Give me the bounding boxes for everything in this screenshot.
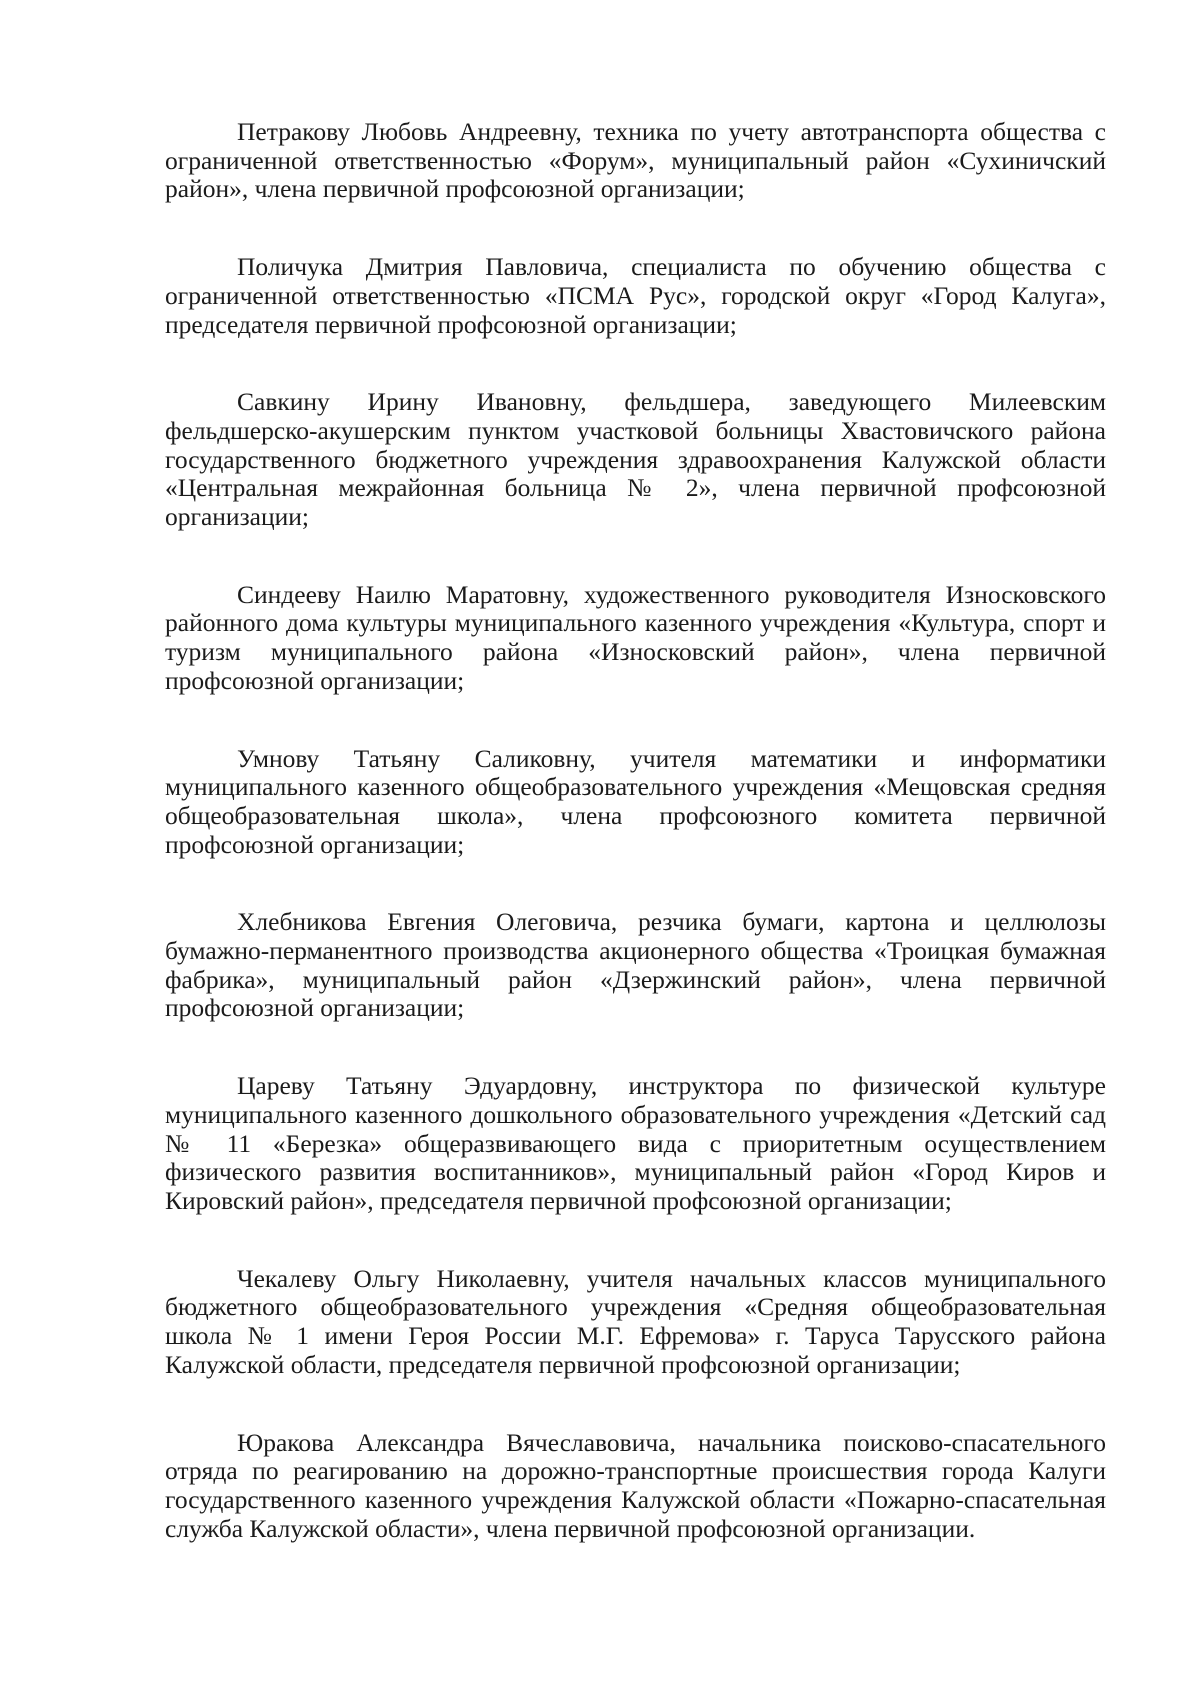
paragraph-petrakova: Петракову Любовь Андреевну, техника по учету автотранспорта общества с ограниченной ответственностью «Форум», муниципальный район «Сухиничский район», члена первичной профсоюзной организации; [165, 117, 1106, 204]
paragraph-umnova: Умнову Татьяну Саликовну, учителя математики и информатики муниципального казенного общеобразовательного учреждения «Мещовская средняя общеобразовательная школа», члена профсоюзного комитета первичной профсоюзной организации; [165, 743, 1106, 859]
paragraph-chekaleva: Чекалеву Ольгу Николаевну, учителя начальных классов муниципального бюджетного общеобразовательного учреждения «Средняя общеобразовательная школа № 1 имени Героя России М.Г. Ефремова» г. Таруса Тарусского района Калужской области, председателя первичной профсоюзной организации; [165, 1263, 1106, 1379]
paragraph-khlebnikov: Хлебникова Евгения Олеговича, резчика бумаги, картона и целлюлозы бумажно-перманентного производства акционерного общества «Троицкая бумажная фабрика», муниципальный район «Дзержинский район», члена первичной профсоюзной организации; [165, 907, 1106, 1023]
paragraph-tsareva: Цареву Татьяну Эдуардовну, инструктора по физической культуре муниципального казенного дошкольного образовательного учреждения «Детский сад № 11 «Березка» общеразвивающего вида с приоритетным осуществлением физического развития воспитанников», муниципальный район «Город Киров и Кировский район», председателя первичной профсоюзной организации; [165, 1071, 1106, 1215]
paragraph-yurakov: Юракова Александра Вячеславовича, начальника поисково-спасательного отряда по реагированию на дорожно-транспортные происшествия города Калуги государственного казенного учреждения Калужской области «Пожарно-спасательная служба Калужской области», члена первичной профсоюзной организации. [165, 1427, 1106, 1543]
paragraph-polichuk: Поличука Дмитрия Павловича, специалиста по обучению общества с ограниченной ответственностью «ПСМА Рус», городской округ «Город Калуга», председателя первичной профсоюзной организации; [165, 252, 1106, 339]
paragraph-savkina: Савкину Ирину Ивановну, фельдшера, заведующего Милеевским фельдшерско-акушерским пунктом участковой больницы Хвастовичского района государственного бюджетного учреждения здравоохранения Калужской области «Центральная межрайонная больница № 2», члена первичной профсоюзной организации; [165, 387, 1106, 532]
document-body [165, 118, 1106, 1543]
paragraph-sindeeva: Синдееву Наилю Маратовну, художественного руководителя Износковского районного дома культуры муниципального казенного учреждения «Культура, спорт и туризм муниципального района «Износковский район», члена первичной профсоюзной организации; [165, 579, 1106, 695]
